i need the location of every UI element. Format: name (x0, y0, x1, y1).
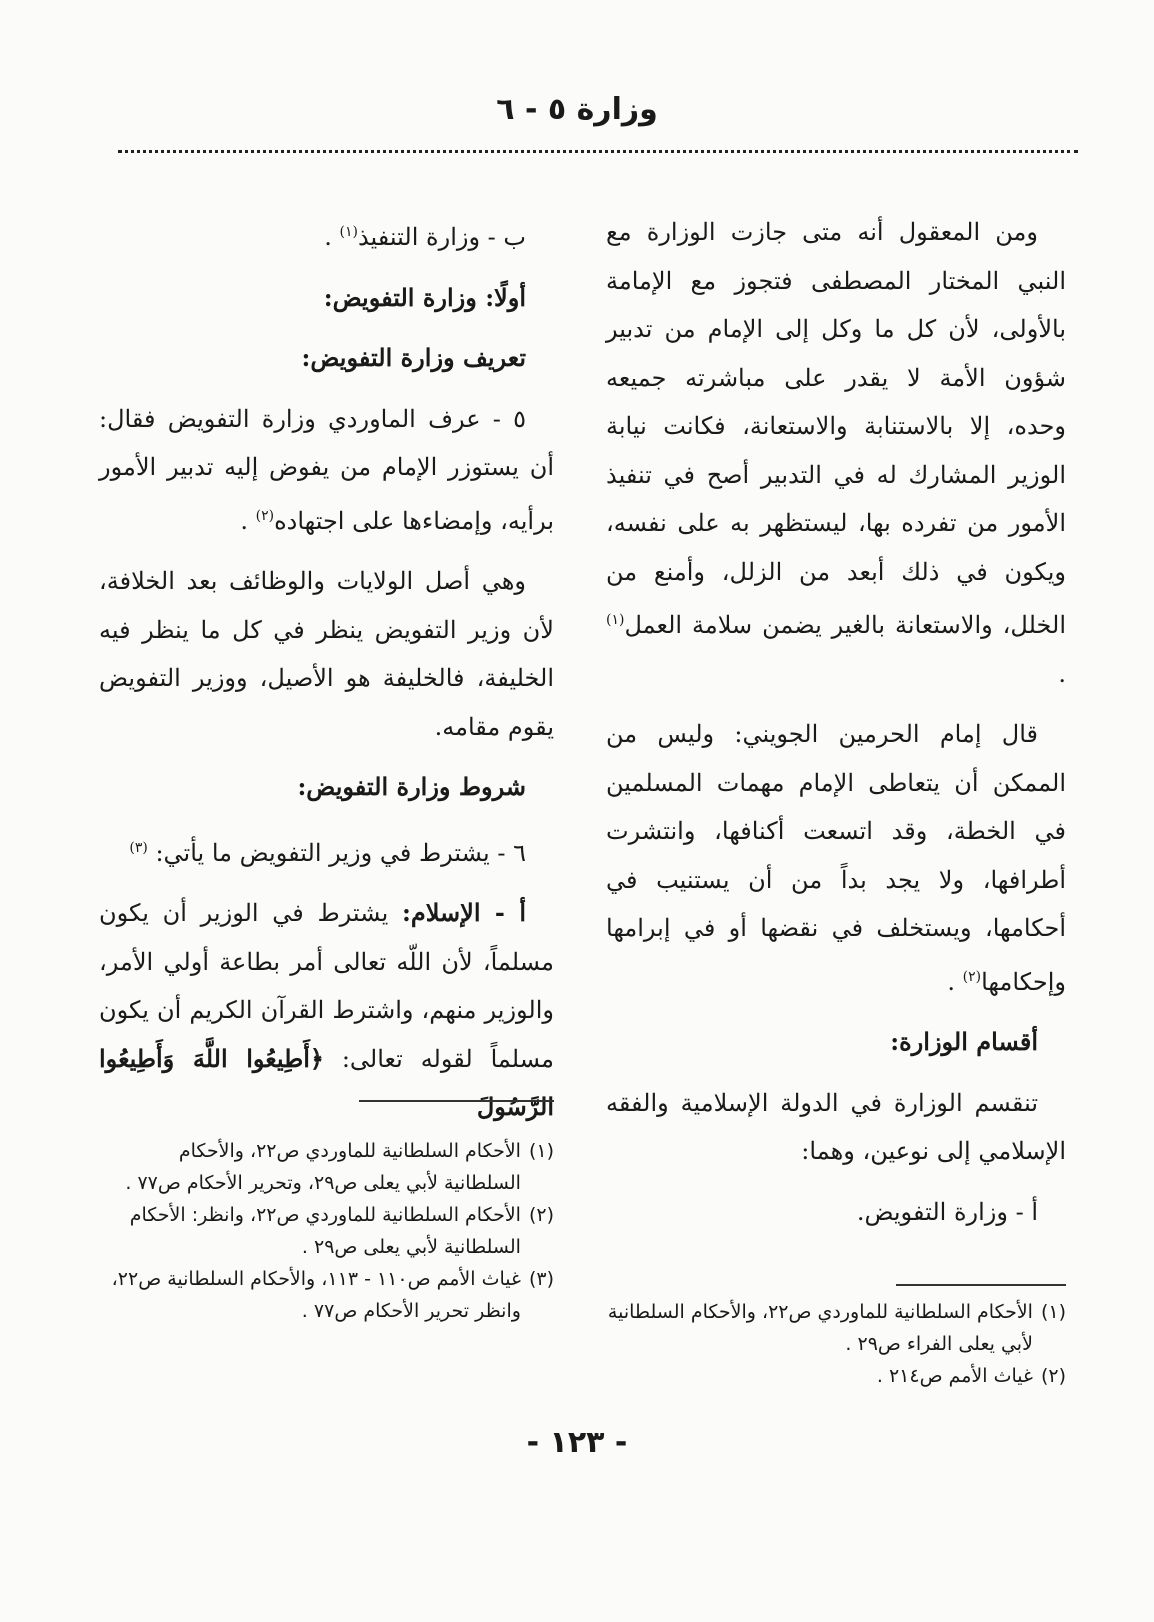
subsection-heading: شروط وزارة التفويض: (297, 772, 526, 801)
footnote-number: (٢) (528, 1204, 554, 1226)
subsection-heading: تعريف وزارة التفويض: (301, 343, 526, 372)
right-column (606, 208, 1066, 1248)
paragraph-text: ٦ - يشترط في وزير التفويض ما يأتي: (155, 838, 526, 867)
footnote-divider (359, 1100, 554, 1102)
running-header: وزارة ٥ - ٦ (496, 92, 658, 127)
footnote (99, 1263, 554, 1327)
paragraph-definition: ٥ - عرف الماوردي وزارة التفويض فقال: أن يستوزر الإمام من يفوض إليه تدبير الأمور برأيه، وإمضاءها على اجتهاده$^{(٢)}$ . (99, 404, 554, 535)
footnote (99, 1135, 554, 1199)
footnote-ref[interactable]: (٢) (255, 507, 275, 524)
footnote-text: الأحكام السلطانية للماوردي ص٢٢، والأحكام السلطانية لأبي يعلى ص٢٩، وتحرير الأحكام ص٧٧ . (125, 1140, 521, 1194)
footnote-text: الأحكام السلطانية للماوردي ص٢٢، وانظر: الأحكام السلطانية لأبي يعلى ص٢٩ . (129, 1204, 521, 1258)
paragraph-division: تنقسم الوزارة في الدولة الإسلامية والفقه الإسلامي إلى نوعين، وهما: (606, 1088, 1066, 1165)
paragraph-conditions (99, 824, 554, 878)
paragraph-islam (99, 889, 554, 1132)
quran-verse: ﴿أَطِيعُوا اللَّهَ وَأَطِيعُوا الرَّسُولَ (99, 1043, 554, 1121)
paragraph-text: ٥ - عرف الماوردي وزارة التفويض فقال: أن يستوزر الإمام من يفوض إليه تدبير الأمور برأيه، وإمضاءها على اجتهاده (99, 404, 554, 535)
footnote-divider (896, 1284, 1066, 1286)
footnote-ref[interactable]: (١) (339, 224, 358, 240)
footnote-number: (١) (528, 1140, 554, 1162)
footnote-number: (١) (1040, 1301, 1066, 1323)
footnote-number: (٣) (528, 1268, 554, 1290)
footnote-text: غياث الأمم ص٢١٤ . (876, 1365, 1033, 1387)
paragraph-juwayni: قال إمام الحرمين الجويني: وليس من الممكن أن يتعاطى الإمام مهمات المسلمين في الخطة، وقد اتسعت أكنافها، وانتشرت أطرافها، ولا يجد بداً من أن يستنيب في أحكامها، ويستخلف في نقضها أو في إبرامها وإحكامها$^{(٢)}$ . (606, 720, 1066, 996)
paragraph-text: يشترط في الوزير أن يكون مسلماً، لأن اللّه تعالى أمر بطاعة أولي الأمر، والوزير منهم، واشترط القرآن الكريم أن يكون مسلماً لقوله تعالى: (99, 899, 554, 1073)
left-column (99, 208, 554, 1144)
list-item: أ - وزارة التفويض. (856, 1197, 1038, 1226)
list-item-text: ب - وزارة التنفيذ (357, 223, 526, 251)
list-item: ب - وزارة التنفيذ$^{(١)}$ . (324, 223, 526, 251)
footnote-ref[interactable]: (٣) (129, 839, 148, 856)
footnote-ref[interactable]: (١) (606, 612, 625, 628)
footnote-text: غياث الأمم ص١١٠ - ١١٣، والأحكام السلطانية ص٢٢، وانظر تحرير الأحكام ص٧٧ . (111, 1268, 521, 1322)
footnotes-right (606, 1296, 1066, 1392)
paragraph-origin: وهي أصل الولايات والوظائف بعد الخلافة، لأن وزير التفويض ينظر في كل ما ينظر فيه الخليفة، فالخليفة هو الأصيل، ووزير التفويض يقوم مقامه. (99, 567, 554, 741)
page-number: - ١٢٣ - (526, 1425, 628, 1460)
paragraph-text: ومن المعقول أنه متى جازت الوزارة مع النبي المختار المصطفى فتجوز مع الإمامة بالأولى، لأن كل ما وكل إلى الإمام من تدبير شؤون الأمة لا يقدر على مباشرته جميعه وحده، إلا بالاستنابة والاستعانة، فكانت نيابة الوزير المشارك له في التدبير أصح في تنفيذ الأمور من تفرده بها، ليستظهر به على نفسه، ويكون في ذلك أبعد من الزلل، وأمنع من الخلل، والاستعانة بالغير يضمن سلامة العمل (606, 218, 1066, 639)
footnotes-left (99, 1135, 554, 1327)
paragraph-reasoning: ومن المعقول أنه متى جازت الوزارة مع النبي المختار المصطفى فتجوز مع الإمامة بالأولى، لأن كل ما وكل إلى الإمام من تدبير شؤون الأمة لا يقدر على مباشرته جميعه وحده، إلا بالاستنابة والاستعانة، فكانت نيابة الوزير المشارك له في التدبير أصح في تنفيذ الأمور من تفرده بها، ليستظهر به على نفسه، ويكون في ذلك أبعد من الزلل، وأمنع من الخلل، والاستعانة بالغير يضمن سلامة العمل$^{(١)}$ . (606, 218, 1066, 688)
header-dotted-rule (118, 150, 1078, 153)
footnote (606, 1296, 1066, 1360)
section-heading: أقسام الوزارة: (890, 1027, 1038, 1056)
footnote (99, 1199, 554, 1263)
paragraph-text: قال إمام الحرمين الجويني: وليس من الممكن أن يتعاطى الإمام مهمات المسلمين في الخطة، وقد اتسعت أكنافها، وانتشرت أطرافها، ولا يجد بداً من أن يستنيب في أحكامها، ويستخلف في نقضها أو في إبرامها وإحكامها (606, 720, 1066, 996)
footnote-ref[interactable]: (٢) (962, 968, 982, 985)
footnote (606, 1360, 1066, 1392)
section-heading: أولًا: وزارة التفويض: (323, 282, 526, 312)
condition-label: أ - الإسلام: (401, 898, 527, 927)
footnote-text: الأحكام السلطانية للماوردي ص٢٢، والأحكام السلطانية لأبي يعلى الفراء ص٢٩ . (607, 1301, 1033, 1355)
footnote-number: (٢) (1040, 1365, 1066, 1387)
